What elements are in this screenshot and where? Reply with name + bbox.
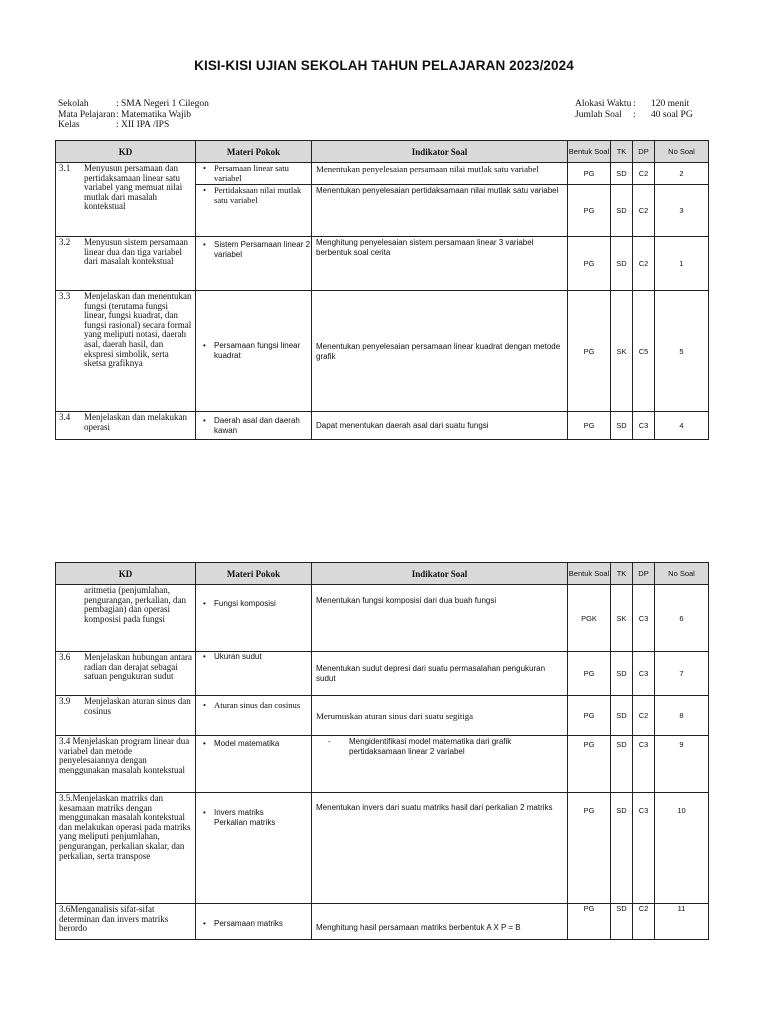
kd-cell: [56, 793, 196, 904]
materi-cell: [196, 793, 312, 904]
table-row: [56, 585, 709, 652]
info-value: : SMA Negeri 1 Cilegon: [116, 99, 209, 109]
kd-cell: [56, 696, 196, 736]
materi-cell: [196, 291, 312, 412]
kd-text: Menjelaskan aturan sinus dan cosinus: [84, 696, 191, 716]
kd-number: 3.9: [59, 696, 71, 706]
materi-cell: [196, 736, 312, 793]
kd-text: Menjelaskan program linear dua variabel dan metode penyelesaiannya dengan menggunakan masalah kontekstual: [59, 736, 190, 775]
materi-item: • Ukuran sudut: [214, 652, 311, 662]
materi-cell: [196, 585, 312, 652]
dp-cell: C3: [633, 652, 655, 696]
no-cell: 9: [655, 736, 709, 793]
kd-cell: [56, 585, 196, 652]
header-no: No Soal: [655, 141, 709, 163]
header-dp: DP: [633, 141, 655, 163]
materi-cell: [196, 412, 312, 440]
bentuk-cell: PG: [568, 163, 611, 185]
info-label: Mata Pelajaran: [58, 109, 116, 120]
bentuk-cell: PGK: [568, 585, 611, 652]
materi-item: • Fungsi komposisi: [214, 599, 311, 609]
tk-cell: SD: [611, 237, 633, 291]
indikator-text: Menentukan fungsi komposisi dari dua buah fungsi: [316, 596, 497, 605]
table-row: [56, 291, 709, 412]
no-cell: 4: [655, 412, 709, 440]
materi-item: • Sistem Persamaan linear 2 variabel: [214, 240, 311, 260]
tk-cell: SD: [611, 793, 633, 904]
table-row: [56, 736, 709, 793]
header-tk: TK: [611, 141, 633, 163]
bentuk-cell: PG: [568, 793, 611, 904]
indikator-cell: Dapat menentukan daerah asal dari suatu fungsi: [312, 412, 568, 440]
materi-item: • Daerah asal dan daerah kawan: [214, 416, 311, 436]
no-cell: 1: [655, 237, 709, 291]
dp-cell: C2: [633, 904, 655, 940]
tk-cell: SD: [611, 412, 633, 440]
indikator-cell: Menghitung penyelesaian sistem persamaan linear 3 variabel berbentuk soal cerita: [312, 237, 568, 291]
header-tk: TK: [611, 563, 633, 585]
indikator-cell: [312, 904, 568, 940]
exam-info: [575, 99, 693, 120]
dp-cell: C3: [633, 793, 655, 904]
kd-cell: [56, 904, 196, 940]
header-no: No Soal: [655, 563, 709, 585]
kd-cell: [56, 652, 196, 696]
indikator-cell: [312, 585, 568, 652]
document-title: KISI-KISI UJIAN SEKOLAH TAHUN PELAJARAN 2023/2024: [194, 58, 574, 73]
kd-text: Menyusun sistem persamaan linear dua dan tiga variabel dari masalah kontekstual: [84, 237, 188, 267]
info-value: : XII IPA /IPS: [116, 120, 170, 130]
bentuk-cell: PG: [568, 904, 611, 940]
no-cell: 11: [655, 904, 709, 940]
materi-subitem: Perkalian matriks: [214, 818, 276, 827]
no-cell: 10: [655, 793, 709, 904]
kd-cell: [56, 237, 196, 291]
header-dp: DP: [633, 563, 655, 585]
dp-cell: C3: [633, 585, 655, 652]
bentuk-cell: PG: [568, 185, 611, 237]
tk-cell: SD: [611, 652, 633, 696]
bentuk-cell: PG: [568, 736, 611, 793]
no-cell: 6: [655, 585, 709, 652]
materi-cell: [196, 163, 312, 185]
info-colon: :: [633, 109, 636, 120]
kd-number: 3.4: [59, 736, 71, 746]
indikator-cell: [312, 793, 568, 904]
table-row: [56, 793, 709, 904]
no-cell: 3: [655, 185, 709, 237]
indikator-text: Menghitung hasil persamaan matriks berbentuk A X P = B: [316, 923, 521, 932]
no-cell: 7: [655, 652, 709, 696]
kd-text: Menjelaskan hubungan antara radian dan derajat sebagai satuan pengukuran sudut: [84, 652, 192, 682]
kd-cell: [56, 736, 196, 793]
header-materi: Materi Pokok: [196, 563, 312, 585]
kd-number: 3.6: [59, 904, 71, 914]
table-row: [56, 696, 709, 736]
table-header-row: [56, 563, 709, 585]
tk-cell: SD: [611, 163, 633, 185]
kd-number: 3.2: [59, 237, 71, 247]
materi-item: • Invers matriks: [214, 808, 311, 818]
tk-cell: SD: [611, 185, 633, 237]
table-row: [56, 163, 709, 185]
info-label: Kelas: [58, 120, 80, 130]
no-cell: 2: [655, 163, 709, 185]
bentuk-cell: PG: [568, 412, 611, 440]
materi-cell: [196, 696, 312, 736]
header-kd: KD: [56, 141, 196, 163]
dp-cell: C5: [633, 291, 655, 412]
kd-cell: [56, 412, 196, 440]
tk-cell: SD: [611, 696, 633, 736]
kd-text: aritmetia (penjumlahan, pengurangan, perkalian, dan pembagian) dan operasi komposisi pada fungsi: [84, 585, 186, 624]
school-info: [58, 99, 209, 131]
table-header-row: [56, 141, 709, 163]
materi-item: • Persamaan matriks: [214, 919, 311, 929]
no-cell: 5: [655, 291, 709, 412]
kd-number: 3.5.: [59, 793, 73, 803]
header-materi: Materi Pokok: [196, 141, 312, 163]
table-row: [56, 412, 709, 440]
header-indikator: Indikator Soal: [312, 563, 568, 585]
dp-cell: C3: [633, 736, 655, 793]
materi-cell: [196, 237, 312, 291]
tk-cell: SD: [611, 736, 633, 793]
kd-number: 3.3: [59, 291, 71, 301]
kd-cell: [56, 291, 196, 412]
indikator-cell: Menentukan sudut depresi dari suatu permasalahan pengukuran sudut: [312, 652, 568, 696]
tk-cell: SK: [611, 585, 633, 652]
table-row: [56, 237, 709, 291]
grid-table-2: [55, 562, 709, 940]
materi-cell: [196, 904, 312, 940]
dp-cell: C2: [633, 163, 655, 185]
materi-item: • Persamaan fungsi linear kuadrat: [214, 341, 311, 361]
materi-cell: [196, 652, 312, 696]
indikator-dash-item: [316, 737, 564, 757]
kd-number: 3.6: [59, 652, 71, 662]
kd-text: Menyusun persamaan dan pertidaksamaan linear satu variabel yang memuat nilai mutlak dari masalah kontekstual: [84, 163, 183, 212]
bentuk-cell: PG: [568, 237, 611, 291]
indikator-cell: Menentukan penyelesaian persamaan nilai mutlak satu variabel: [312, 163, 568, 185]
info-value: 40 soal PG: [651, 109, 693, 120]
dp-cell: C3: [633, 412, 655, 440]
header-kd: KD: [56, 563, 196, 585]
indikator-text: - Mengidentifikasi model matematika dari grafik pertidaksamaan linear 2 variabel: [349, 737, 512, 756]
kd-number: 3.4: [59, 412, 71, 422]
materi-item: • Model matematika: [214, 739, 311, 749]
kd-text: Menjelaskan dan menentukan fungsi (terutama fungsi linear, fungsi kuadrat, dan fungsi rasional) secara formal yang meliputi notasi, daerah asal, daerah hasil, dan ekspresi simbolik, serta sketsa grafiknya: [84, 291, 192, 369]
kd-text: Menganalisis sifat-sifat determinan dan invers matriks berordo: [59, 904, 169, 934]
kd-number: 3.1: [59, 163, 71, 173]
info-label: Jumlah Soal: [575, 109, 622, 120]
indikator-cell: Merumuskan aturan sinus dari suatu segitiga: [312, 696, 568, 736]
table-row: [56, 652, 709, 696]
kd-text: Menjelaskan dan melakukan operasi: [84, 412, 187, 432]
kd-cell: [56, 163, 196, 237]
indikator-cell: Menentukan penyelesaian persamaan linear kuadrat dengan metode grafik: [312, 291, 568, 412]
indikator-cell: [312, 736, 568, 793]
info-value: : Matematika Wajib: [116, 109, 192, 120]
info-label: Sekolah: [58, 99, 89, 109]
no-cell: 8: [655, 696, 709, 736]
materi-item: • Persamaan linear satu variabel: [214, 163, 311, 183]
indikator-text: Menentukan invers dari suatu matriks hasil dari perkalian 2 matriks: [316, 803, 553, 812]
grid-table-1: [55, 140, 709, 440]
tk-cell: SD: [611, 904, 633, 940]
info-value: 120 menit: [651, 99, 690, 109]
dp-cell: C2: [633, 185, 655, 237]
bentuk-cell: PG: [568, 652, 611, 696]
info-colon: :: [633, 99, 636, 109]
indikator-cell: Menentukan penyelesaian pertidaksamaan nilai mutlak satu variabel: [312, 185, 568, 237]
bentuk-cell: PG: [568, 291, 611, 412]
info-label: Alokasi Waktu: [575, 99, 632, 109]
bentuk-cell: PG: [568, 696, 611, 736]
materi-item: • Aturan sinus dan cosinus: [214, 700, 311, 710]
table-row: [56, 904, 709, 940]
header-indikator: Indikator Soal: [312, 141, 568, 163]
materi-cell: [196, 185, 312, 237]
tk-cell: SK: [611, 291, 633, 412]
dp-cell: C2: [633, 237, 655, 291]
header-bentuk: Bentuk Soal: [568, 141, 611, 163]
dp-cell: C2: [633, 696, 655, 736]
materi-item: • Pertidaksaan nilai mutlak satu variabel: [214, 185, 311, 205]
header-bentuk: Bentuk Soal: [568, 563, 611, 585]
kd-text: Menjelaskan matriks dan kesamaan matriks dengan menggunakan masalah kontekstual dan melakukan operasi pada matriks yang meliputi penjumlahan, pengurangan, perkalian skalar, dan perkalian, serta transpose: [59, 793, 191, 861]
